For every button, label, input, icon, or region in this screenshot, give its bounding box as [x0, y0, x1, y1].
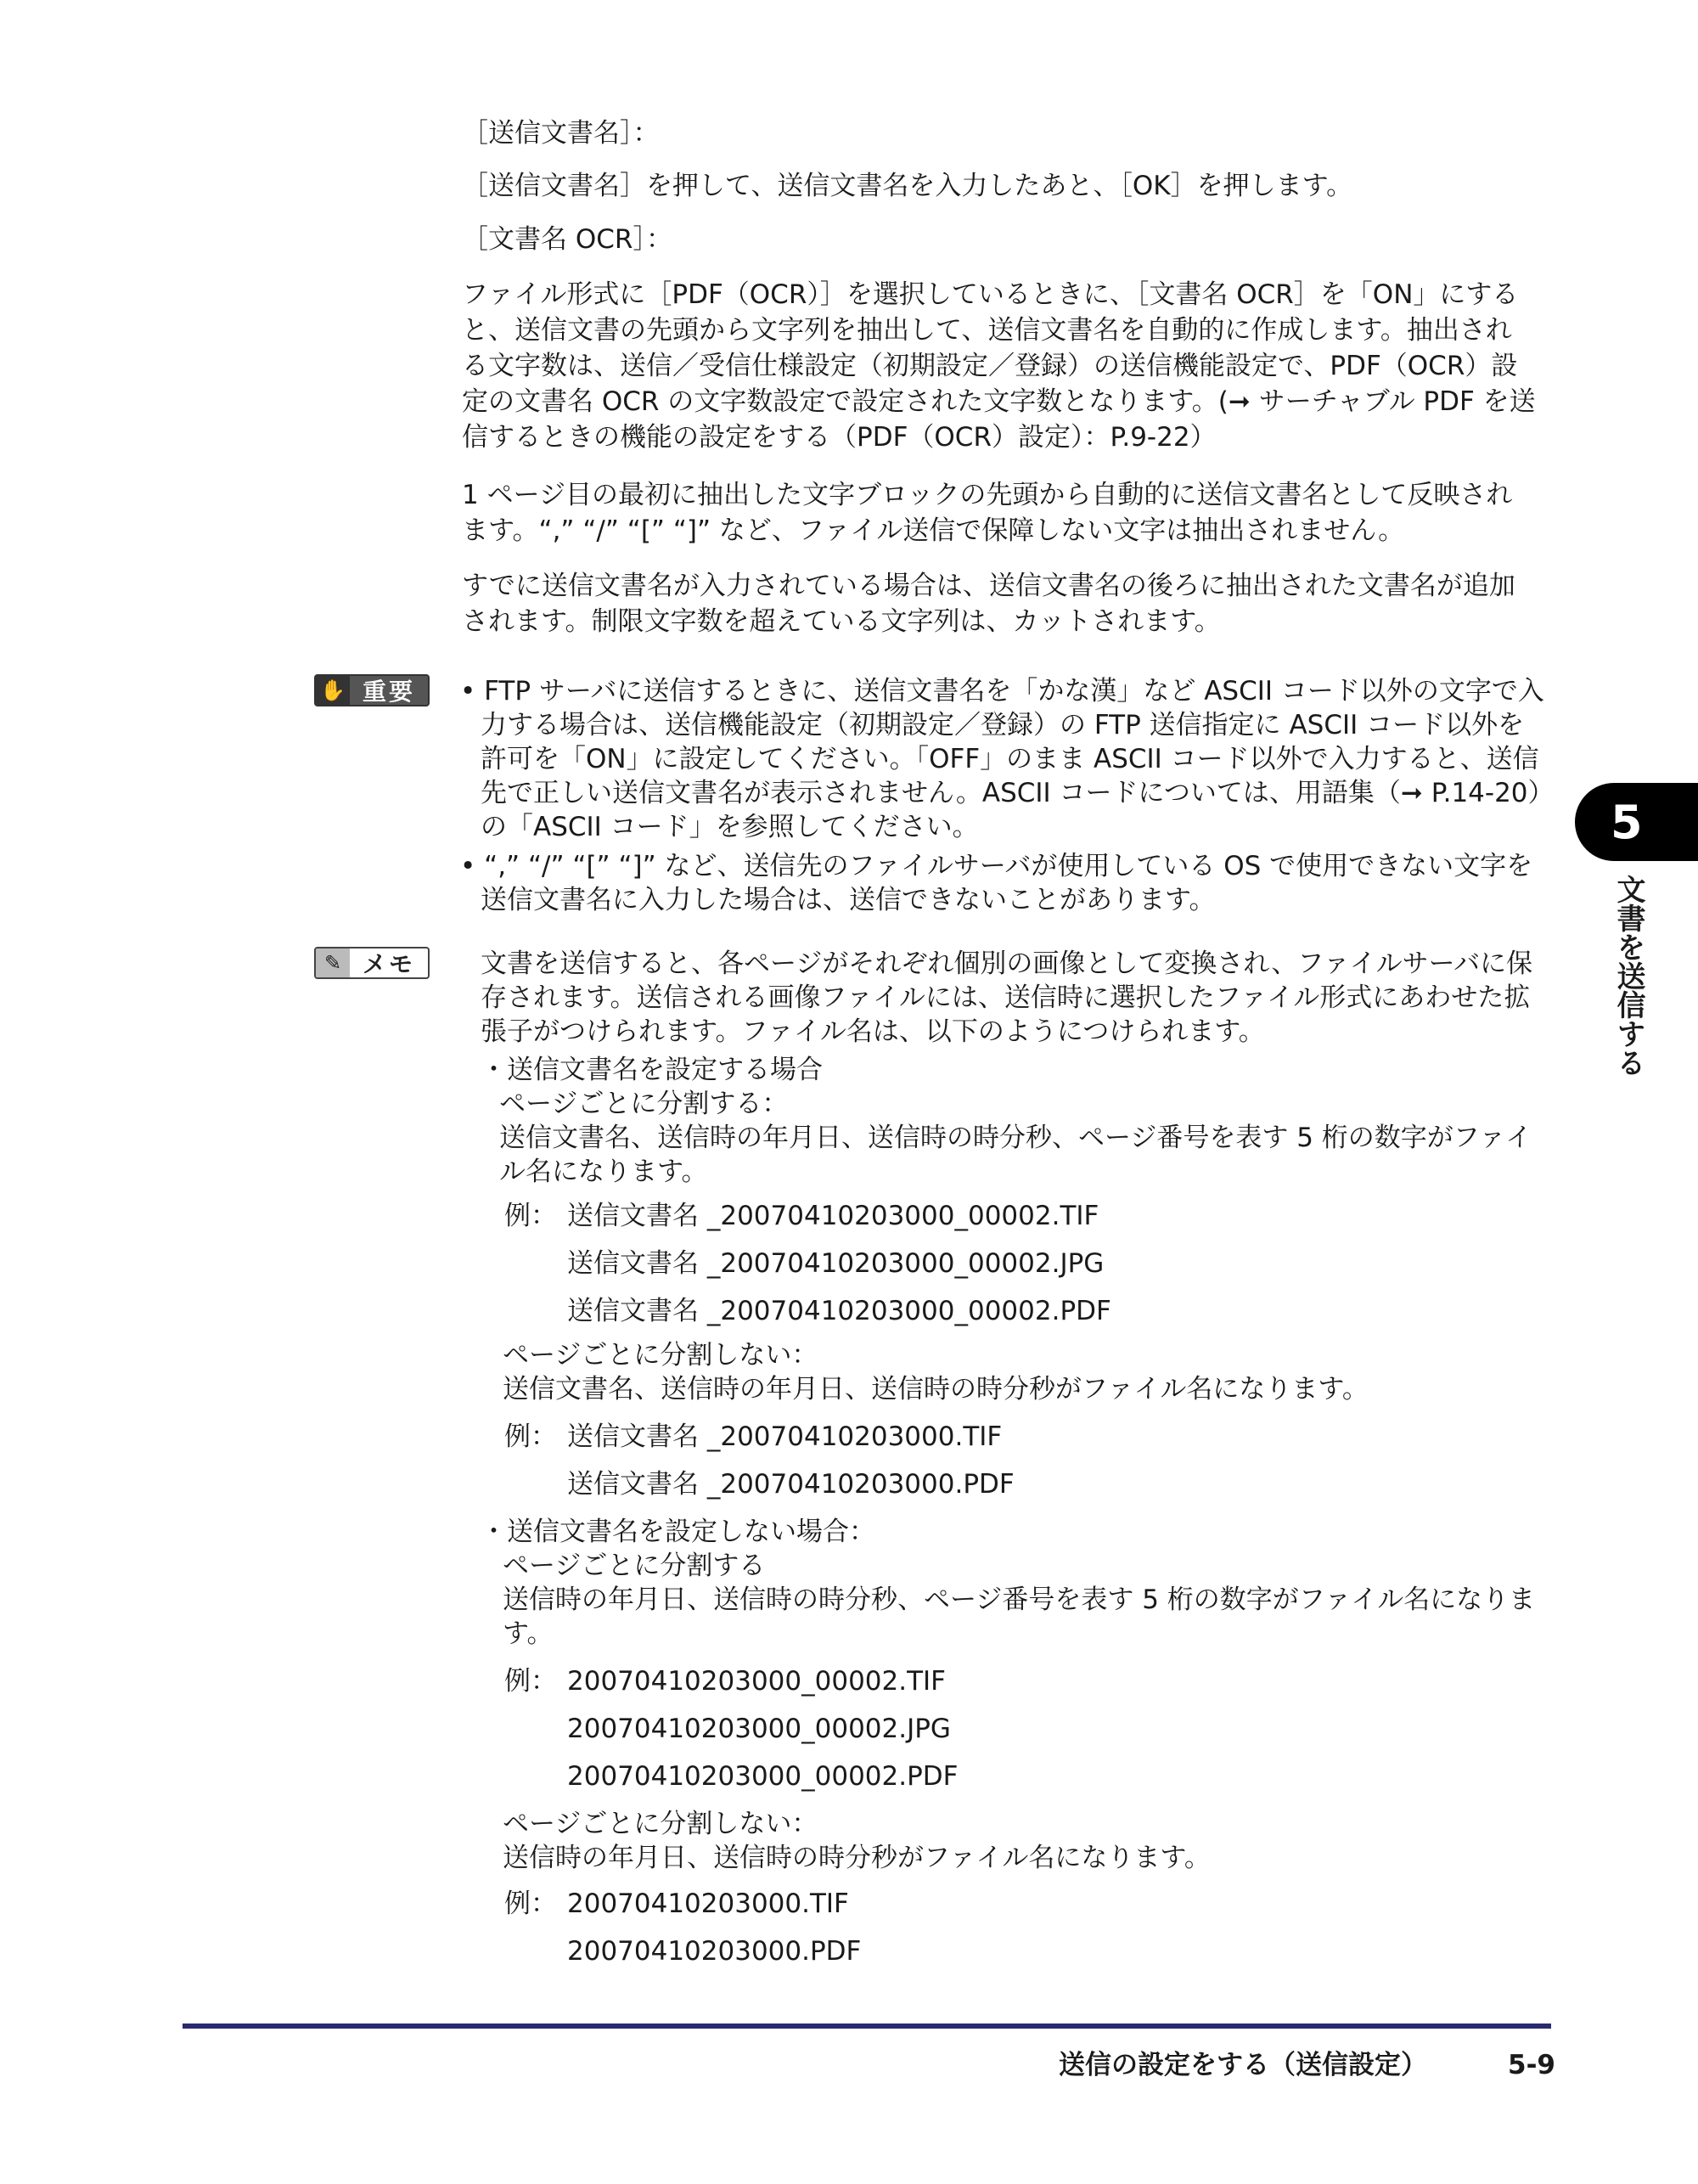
memo-badge [314, 947, 430, 979]
example-filename: 送信文書名 _20070410203000_00002.TIF [567, 1201, 1099, 1231]
ocr-paragraph-line: と、送信文書の先頭から文字列を抽出して、送信文書名を自動的に作成します。抽出され [462, 315, 1512, 346]
label-document-name-ocr: ［文書名 OCR］： [462, 224, 672, 255]
example-label: 例： [504, 1888, 557, 1919]
example-filename: 送信文書名 _20070410203000_00002.PDF [567, 1296, 1111, 1326]
document-name-instruction: ［送信文書名］を押して、送信文書名を入力したあと、［OK］を押します。 [462, 171, 1353, 201]
memo-description-line: 送信文書名、送信時の年月日、送信時の時分秒がファイル名になります。 [503, 1374, 1369, 1404]
example-filename: 送信文書名 _20070410203000.PDF [567, 1469, 1015, 1500]
example-filename: 送信文書名 _20070410203000.TIF [567, 1421, 1003, 1452]
important-bullet-line: 力する場合は、送信機能設定（初期設定／登録）の FTP 送信指定に ASCII コード以外を [481, 710, 1525, 740]
memo-case-heading: ・送信文書名を設定しない場合： [481, 1517, 875, 1547]
footer-divider [183, 2024, 1551, 2029]
ocr-paragraph-line: 信するときの機能の設定をする（PDF（OCR）設定）：P.9-22） [462, 422, 1217, 453]
example-filename: 20070410203000.TIF [567, 1888, 849, 1919]
chapter-title: 文書を送信する [1611, 875, 1645, 1077]
memo-description-line: 送信時の年月日、送信時の時分秒がファイル名になります。 [503, 1843, 1211, 1873]
important-bullet-line: • FTP サーバに送信するときに、送信文書名を「かな漢」など ASCII コード以外の文字で入 [460, 676, 1544, 706]
ocr-paragraph-line: る文字数は、送信／受信仕様設定（初期設定／登録）の送信機能設定で、PDF（OCR）設 [462, 351, 1518, 381]
important-badge [314, 674, 430, 706]
important-bullet-line: 送信文書名に入力した場合は、送信できないことがあります。 [481, 885, 1216, 915]
memo-subheading: ページごとに分割しない： [503, 1340, 818, 1371]
memo-subheading: ページごとに分割しない： [503, 1809, 818, 1839]
ocr-paragraph-line: 定の文書名 OCR の文字数設定で設定された文字数となります。(➞ サーチャブル PDF を送 [462, 386, 1536, 417]
memo-description-line: す。 [503, 1618, 554, 1649]
memo-description-line: ル名になります。 [499, 1157, 708, 1187]
chapter-number-tab: 5 [1575, 783, 1698, 861]
memo-case-heading: ・送信文書名を設定する場合 [481, 1055, 823, 1085]
label-document-name: ［送信文書名］： [462, 118, 660, 149]
append-paragraph-line: されます。制限文字数を超えている文字列は、カットされます。 [462, 606, 1221, 637]
memo-subheading: ページごとに分割する [503, 1551, 766, 1581]
important-bullet-line: • “,” “/” “[” “]” など、送信先のファイルサーバが使用している OS で使用できない文字を [460, 851, 1533, 881]
example-filename: 20070410203000.PDF [567, 1936, 862, 1967]
important-bullet-line: の「ASCII コード」を参照してください。 [481, 812, 979, 842]
extraction-paragraph-line: 1 ページ目の最初に抽出した文字ブロックの先頭から自動的に送信文書名として反映され [462, 480, 1513, 510]
extraction-paragraph-line: ます。“,” “/” “[” “]” など、ファイル送信で保障しない文字は抽出されません。 [462, 515, 1405, 546]
memo-description-line: 送信文書名、送信時の年月日、送信時の時分秒、ページ番号を表す 5 桁の数字がファイ [499, 1123, 1532, 1153]
important-bullet-line: 先で正しい送信文書名が表示されません。ASCII コードについては、用語集（➞ P.14-20） [481, 778, 1555, 808]
page-number: 5-9 [1508, 2050, 1556, 2080]
example-filename: 20070410203000_00002.JPG [567, 1714, 951, 1744]
memo-description-line: 送信時の年月日、送信時の時分秒、ページ番号を表す 5 桁の数字がファイル名になりま [503, 1585, 1536, 1615]
footer-section-title: 送信の設定をする（送信設定） [1059, 2050, 1427, 2080]
hand-stop-icon: ✋ [316, 676, 350, 705]
important-bullet-line: 許可を「ON」に設定してください。「OFF」のまま ASCII コード以外で入力すると、送信 [481, 744, 1539, 774]
example-label: 例： [504, 1666, 557, 1697]
ocr-paragraph-line: ファイル形式に［PDF（OCR）］を選択しているときに、［文書名 OCR］を「ON」にする [462, 279, 1519, 310]
pencil-icon: ✎ [316, 948, 350, 977]
memo-badge-label: メモ [362, 950, 415, 978]
example-label: 例： [504, 1201, 557, 1231]
example-filename: 20070410203000_00002.TIF [567, 1666, 947, 1697]
example-filename: 20070410203000_00002.PDF [567, 1761, 959, 1792]
example-filename: 送信文書名 _20070410203000_00002.JPG [567, 1248, 1105, 1279]
memo-intro-line: 文書を送信すると、各ページがそれぞれ個別の画像として変換され、ファイルサーバに保 [481, 948, 1533, 979]
memo-intro-line: 張子がつけられます。ファイル名は、以下のようにつけられます。 [481, 1016, 1265, 1047]
memo-subheading: ページごとに分割する： [499, 1089, 789, 1119]
important-badge-label: 重要 [362, 678, 415, 706]
example-label: 例： [504, 1421, 557, 1452]
memo-intro-line: 存されます。送信される画像ファイルには、送信時に選択したファイル形式にあわせた拡 [481, 982, 1531, 1013]
append-paragraph-line: すでに送信文書名が入力されている場合は、送信文書名の後ろに抽出された文書名が追加 [462, 571, 1515, 601]
